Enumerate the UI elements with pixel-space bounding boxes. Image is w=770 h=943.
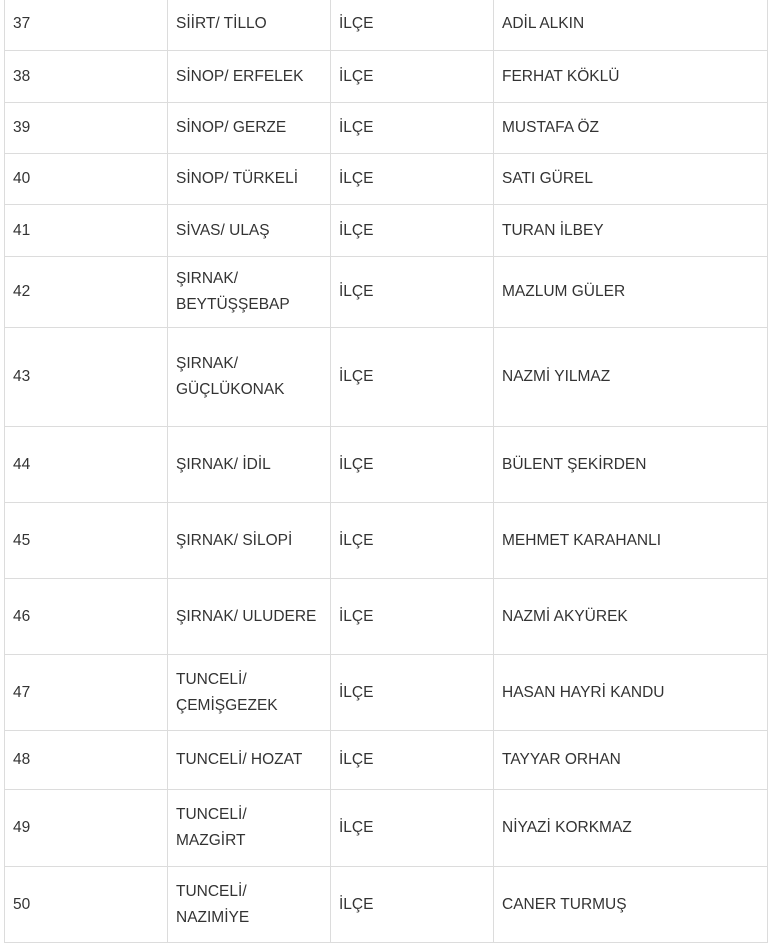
table-row [5, 51, 768, 103]
type-cell: İLÇE [331, 51, 494, 103]
name-cell: TURAN İLBEY [494, 205, 768, 257]
row-number-cell: 37 [5, 0, 168, 51]
location-line: ŞIRNAK/ [176, 355, 239, 372]
location-cell [168, 790, 331, 867]
type-cell: İLÇE [331, 731, 494, 790]
table-row [5, 328, 768, 427]
location-cell [168, 655, 331, 731]
row-number-cell: 44 [5, 427, 168, 503]
location-line: GÜÇLÜKONAK [176, 381, 285, 398]
location-cell [168, 731, 331, 790]
results-table [4, 0, 768, 943]
location-line: SİVAS/ ULAŞ [176, 221, 270, 239]
location-cell [168, 867, 331, 943]
type-cell: İLÇE [331, 503, 494, 579]
table-row [5, 790, 768, 867]
row-number-cell: 43 [5, 328, 168, 427]
type-cell: İLÇE [331, 154, 494, 205]
row-number-cell: 48 [5, 731, 168, 790]
row-number-cell: 42 [5, 257, 168, 328]
location-line: ŞIRNAK/ [176, 270, 239, 287]
row-number-cell: 50 [5, 867, 168, 943]
location-line: TUNCELİ/ [176, 806, 247, 823]
row-number-cell: 46 [5, 579, 168, 655]
name-cell: SATI GÜREL [494, 154, 768, 205]
name-cell: NAZMİ YILMAZ [494, 328, 768, 427]
location-line: TUNCELİ/ [176, 670, 247, 688]
name-cell: MAZLUM GÜLER [494, 257, 768, 328]
type-cell: İLÇE [331, 328, 494, 427]
row-number-cell: 41 [5, 205, 168, 257]
type-cell: İLÇE [331, 0, 494, 51]
table-row [5, 655, 768, 731]
location-cell [168, 579, 331, 655]
location-line: TUNCELİ/ [176, 882, 247, 900]
location-cell [168, 427, 331, 503]
location-cell [168, 328, 331, 427]
type-cell: İLÇE [331, 427, 494, 503]
table-row [5, 103, 768, 154]
row-number-cell: 39 [5, 103, 168, 154]
table-row [5, 205, 768, 257]
type-cell: İLÇE [331, 579, 494, 655]
type-cell: İLÇE [331, 205, 494, 257]
table-row [5, 154, 768, 205]
location-cell [168, 154, 331, 205]
table-row [5, 503, 768, 579]
row-number-cell: 38 [5, 51, 168, 103]
location-cell [168, 205, 331, 257]
name-cell: NİYAZİ KORKMAZ [494, 790, 768, 867]
row-number-cell: 49 [5, 790, 168, 867]
results-table-body [5, 0, 768, 943]
location-line: ŞIRNAK/ İDİL [176, 455, 271, 473]
name-cell: MEHMET KARAHANLI [494, 503, 768, 579]
table-row [5, 867, 768, 943]
type-cell: İLÇE [331, 103, 494, 154]
table-row [5, 731, 768, 790]
name-cell: TAYYAR ORHAN [494, 731, 768, 790]
name-cell: NAZMİ AKYÜREK [494, 579, 768, 655]
table-row [5, 579, 768, 655]
table-row [5, 427, 768, 503]
row-number-cell: 47 [5, 655, 168, 731]
name-cell: HASAN HAYRİ KANDU [494, 655, 768, 731]
location-line: BEYTÜŞŞEBAP [176, 296, 290, 313]
row-number-cell: 45 [5, 503, 168, 579]
location-cell [168, 51, 331, 103]
name-cell: CANER TURMUŞ [494, 867, 768, 943]
table-row [5, 0, 768, 51]
type-cell: İLÇE [331, 257, 494, 328]
location-line: MAZGİRT [176, 832, 246, 849]
name-cell: BÜLENT ŞEKİRDEN [494, 427, 768, 503]
name-cell: MUSTAFA ÖZ [494, 103, 768, 154]
location-line: TUNCELİ/ HOZAT [176, 751, 303, 768]
type-cell: İLÇE [331, 655, 494, 731]
name-cell: FERHAT KÖKLÜ [494, 51, 768, 103]
location-line: ŞIRNAK/ SİLOPİ [176, 531, 293, 549]
location-cell [168, 0, 331, 51]
name-cell: ADİL ALKIN [494, 0, 768, 51]
location-cell [168, 103, 331, 154]
type-cell: İLÇE [331, 867, 494, 943]
location-cell [168, 503, 331, 579]
location-line: ŞIRNAK/ ULUDERE [176, 607, 317, 625]
location-line: SİNOP/ ERFELEK [176, 67, 304, 85]
location-line: SİİRT/ TİLLO [176, 14, 267, 32]
type-cell: İLÇE [331, 790, 494, 867]
table-row [5, 257, 768, 328]
row-number-cell: 40 [5, 154, 168, 205]
location-line: ÇEMİŞGEZEK [176, 696, 278, 714]
location-cell [168, 257, 331, 328]
location-line: SİNOP/ GERZE [176, 119, 287, 136]
location-line: NAZIMİYE [176, 908, 250, 926]
location-line: SİNOP/ TÜRKELİ [176, 170, 299, 187]
